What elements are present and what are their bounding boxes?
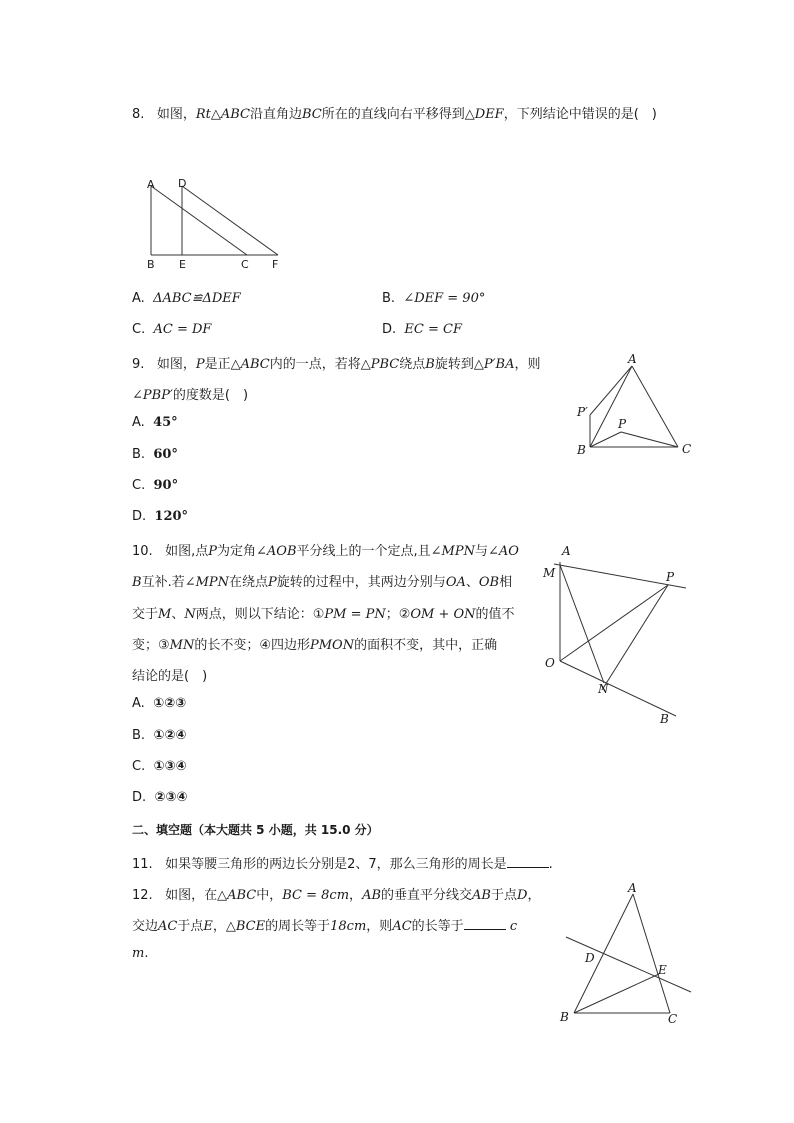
q9-stem-line1: 9. 如图，P是正△ABC内的一点，若将△PBC绕点B旋转到△P′BA，则 <box>132 357 541 372</box>
q12-label-b: B <box>560 1010 569 1024</box>
q8-label-d: D <box>178 177 187 190</box>
q10-option-a[interactable]: A. ①②③ <box>132 696 187 711</box>
q12-label-c: C <box>668 1012 678 1026</box>
q10-option-d[interactable]: D. ②③④ <box>132 790 188 805</box>
q8-stem: 8. 如图，Rt△ABC沿直角边BC所在的直线向右平移得到△DEF，下列结论中错误的是( ) <box>132 107 657 122</box>
q10-label-o: O <box>545 656 555 670</box>
q9-stem-line2: ∠PBP′的度数是( ) <box>132 388 249 403</box>
q9-option-d[interactable]: D. 120° <box>132 509 189 524</box>
q10-stem-line1: 10. 如图,点P为定角∠AOB平分线上的一个定点,且∠MPN与∠AO <box>132 544 519 559</box>
q12-number: 12. <box>132 888 153 903</box>
q10-label-p: P <box>666 570 675 584</box>
q10-stem-line5: 结论的是( ) <box>132 669 208 684</box>
q10-stem-line4: 变；③MN的长不变；④四边形PMON的面积不变，其中，正确 <box>132 638 498 653</box>
q12-figure <box>556 880 696 1030</box>
q11-answer-blank[interactable] <box>507 856 549 868</box>
q12-label-d: D <box>585 951 595 965</box>
q10-label-n: N <box>598 682 609 696</box>
q12-label-a: A <box>628 881 637 895</box>
q9-option-a[interactable]: A. 45° <box>132 415 178 430</box>
q9-option-c[interactable]: C. 90° <box>132 478 179 493</box>
q8-option-d[interactable]: D. EC = CF <box>382 322 462 337</box>
q10-label-b: B <box>660 712 669 726</box>
q9-number: 9. <box>132 357 145 372</box>
q8-label-b: B <box>147 258 155 271</box>
q9-label-p-prime: P′ <box>577 405 588 419</box>
q10-option-b[interactable]: B. ①②④ <box>132 728 187 743</box>
q11-stem: 11. 如果等腰三角形的两边长分别是2、7，那么三角形的周长是 . <box>132 857 553 872</box>
q8-label-f: F <box>272 258 279 271</box>
q8-label-e: E <box>179 258 186 271</box>
q9-figure <box>570 350 700 460</box>
q8-label-c: C <box>241 258 249 271</box>
q10-stem-line3: 交于M、N两点，则以下结论：①PM = PN；②OM + ON的值不 <box>132 607 515 622</box>
q11-number: 11. <box>132 857 153 872</box>
q8-figure <box>140 176 290 272</box>
q9-label-a: A <box>628 352 637 366</box>
q12-stem-line2: 交边AC于点E，△BCE的周长等于18cm，则AC的长等于 c <box>132 919 518 934</box>
q9-option-b[interactable]: B. 60° <box>132 447 178 462</box>
q10-label-a: A <box>562 544 571 558</box>
q9-label-p: P <box>618 417 627 431</box>
section-title-fill-in: 二、填空题（本大题共 5 小题，共 15.0 分） <box>132 823 379 837</box>
q8-label-a: A <box>147 178 155 191</box>
q10-label-m: M <box>543 566 556 580</box>
q10-number: 10. <box>132 544 153 559</box>
q9-label-b: B <box>577 443 586 457</box>
q8-option-b[interactable]: B. ∠DEF = 90° <box>382 291 486 306</box>
q8-option-c[interactable]: C. AC = DF <box>132 322 212 337</box>
q8-number: 8. <box>132 107 145 122</box>
q12-stem-line3: m. <box>132 946 149 961</box>
q9-label-c: C <box>682 442 692 456</box>
q12-stem-line1: 12. 如图，在△ABC中，BC = 8cm，AB的垂直平分线交AB于点D， <box>132 888 541 903</box>
q8-option-a[interactable]: A. ΔABC≌ΔDEF <box>132 291 241 306</box>
q10-figure <box>538 540 698 730</box>
q10-stem-line2: B互补.若∠MPN在绕点P旋转的过程中，其两边分别与OA、OB相 <box>132 575 513 590</box>
q10-option-c[interactable]: C. ①③④ <box>132 759 187 774</box>
q12-label-e: E <box>658 963 667 977</box>
q12-answer-blank[interactable] <box>464 918 506 930</box>
